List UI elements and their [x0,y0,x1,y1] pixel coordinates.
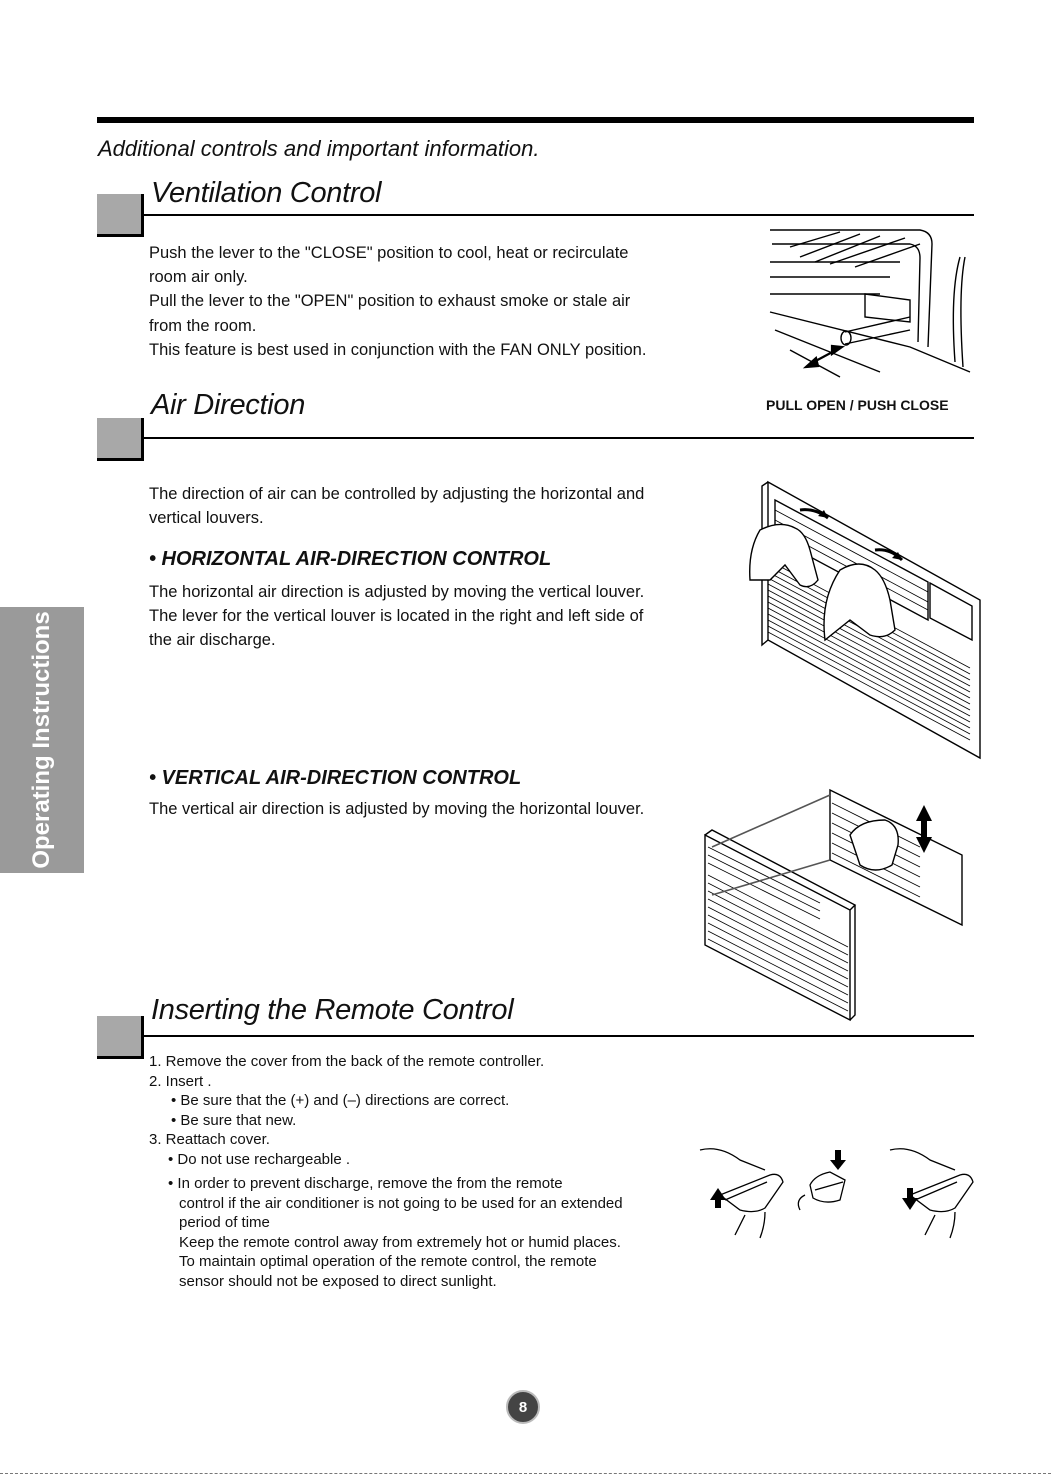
ventilation-lever-illustration [760,222,975,387]
remote-note: control if the air conditioner is not going to be used for an extended [179,1194,623,1212]
ventilation-caption: PULL OPEN / PUSH CLOSE [766,397,949,413]
remote-battery-illustration [695,1140,980,1240]
section-rule-air-direction [144,437,974,439]
remote-step: 1. Remove the cover from the back of the remote controller. [149,1053,545,1070]
bottom-trim-line [0,1473,1051,1474]
horizontal-control-line: The horizontal air direction is adjusted by moving the vertical louver. [149,583,645,601]
header-rule [97,117,974,123]
remote-note: Keep the remote control away from extremely hot or humid places. [179,1233,621,1251]
remote-note: period of time [179,1214,270,1232]
ventilation-line: Push the lever to the "CLOSE" position to cool, heat or recirculate [149,244,629,262]
horizontal-control-line: the air discharge. [149,631,276,650]
horizontal-control-text [149,580,644,653]
section-marker-air-direction [97,418,144,461]
section-title-air-direction: Air Direction [151,389,306,421]
air-direction-intro [149,482,644,530]
remote-note: To maintain optimal operation of the remote control, the remote [179,1253,597,1271]
ventilation-text [149,241,646,362]
section-marker-remote [97,1016,144,1059]
horizontal-control-line: The lever for the vertical louver is located in the right and left side of [149,607,644,626]
remote-steps [149,1052,544,1170]
section-marker-ventilation [97,194,144,237]
side-tab-label: Operating Instructions [28,611,55,869]
remote-notes [168,1174,623,1292]
air-direction-intro-line: The direction of air can be controlled by adjusting the horizontal and [149,485,645,503]
ventilation-line: from the room. [149,316,257,335]
horizontal-control-heading: • HORIZONTAL AIR-DIRECTION CONTROL [149,548,552,570]
remote-note: sensor should not be exposed to direct sunlight. [179,1272,497,1290]
remote-step: • Be sure that the (+) and (–) directions are correct. [171,1092,510,1110]
air-direction-intro-line: vertical louvers. [149,509,264,528]
ventilation-line: room air only. [149,268,248,287]
section-rule-remote [144,1035,974,1037]
vertical-control-text [149,797,644,821]
vertical-control-line: The vertical air direction is adjusted by moving the horizontal louver. [149,800,645,818]
page-subtitle: Additional controls and important information. [98,136,540,161]
page-number-badge: 8 [506,1390,540,1424]
ventilation-line: Pull the lever to the "OPEN" position to exhaust smoke or stale air [149,292,631,311]
vertical-louver-illustration [700,785,965,1025]
section-title-remote: Inserting the Remote Control [151,994,514,1026]
section-rule-ventilation [144,214,974,216]
section-title-ventilation: Ventilation Control [151,177,382,209]
ventilation-line: This feature is best used in conjunction with the FAN ONLY position. [149,340,647,359]
remote-note: • In order to prevent discharge, remove the from the remote [168,1175,563,1192]
vertical-control-heading: • VERTICAL AIR-DIRECTION CONTROL [149,767,522,789]
remote-step: 2. Insert . [149,1072,212,1090]
remote-step: 3. Reattach cover. [149,1131,270,1149]
side-tab [0,607,84,873]
remote-step: • Be sure that new. [171,1111,297,1129]
remote-step: • Do not use rechargeable . [168,1150,351,1168]
horizontal-louver-illustration [740,470,985,760]
